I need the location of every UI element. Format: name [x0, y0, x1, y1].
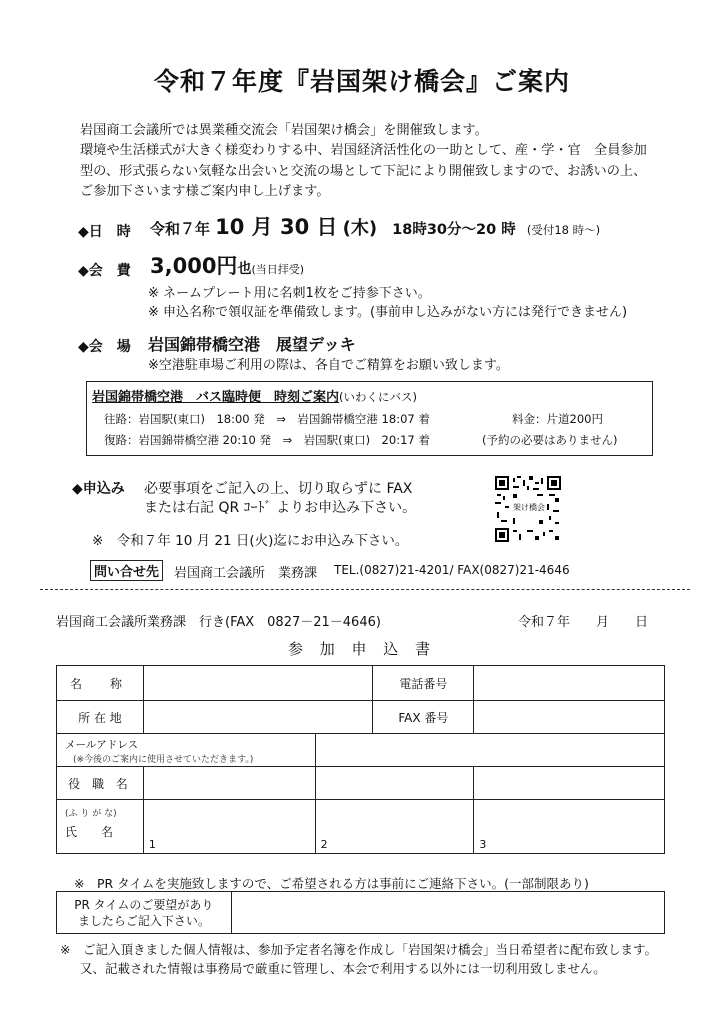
- phone-field[interactable]: [474, 666, 665, 701]
- position-field-2[interactable]: [315, 767, 474, 800]
- date-prefix: 令和７年: [150, 220, 211, 238]
- page-title: 令和７年度『岩国架け橋会』ご案内: [153, 67, 570, 96]
- fax-label: FAX 番号: [373, 701, 474, 734]
- date-main: 10 月 30 日: [215, 215, 338, 239]
- email-label: メールアドレス: [65, 739, 138, 751]
- position-field-3[interactable]: [474, 767, 665, 800]
- email-field[interactable]: [315, 734, 664, 767]
- privacy-note: ※ ご記入頂きました個人情報は、参加予定者名簿を作成し「岩国架け橋会」当日希望者に配布致します。: [60, 942, 657, 957]
- form-row-position: [57, 767, 665, 800]
- form-row-person: [57, 800, 665, 854]
- bus-outbound: 往路：岩国駅(東口) 18:00 発 ⇒ 岩国錦帯橋空港 18:07 着: [104, 412, 430, 426]
- qr-caption: 架け橋会: [513, 503, 545, 512]
- intro-line: 型の、形式張らない気軽な出会いと交流の場として下記により開催致しますので、お誘いの上、: [80, 163, 647, 179]
- pr-row: [57, 892, 665, 934]
- person-number: 3: [479, 838, 487, 851]
- position-field-1[interactable]: [143, 767, 315, 800]
- email-note: (※今後のご案内に使用させていただきます。): [73, 755, 254, 765]
- event-time: 18時30分～20 時: [392, 222, 516, 238]
- contact-box-label: 問い合せ先: [90, 560, 163, 581]
- pr-notice: ※ PR タイムを実施致しますので、ご希望される方は事前にご連絡下さい。(一部制限あり): [74, 876, 589, 891]
- intro-paragraph: [80, 121, 680, 203]
- person-number: 2: [320, 838, 328, 851]
- contact-org: 岩国商工会議所 業務課: [174, 566, 318, 581]
- date-weekday: (木): [342, 218, 378, 239]
- email-label-cell: [57, 734, 316, 767]
- person-field-3[interactable]: [474, 800, 665, 854]
- intro-line: 環境や生活様式が大きく様変わりする中、岩国経済活性化の一助として、産・学・官 全員参加: [80, 143, 647, 159]
- application-form-table: [56, 665, 665, 854]
- apply-label: ◆申込み: [72, 481, 125, 497]
- fax-field[interactable]: [474, 701, 665, 734]
- form-fax-to: 岩国商工会議所業務課 行き(FAX 0827－21－4646): [56, 615, 381, 630]
- bus-operator: (いわくにバス): [339, 390, 417, 404]
- fee-note: ※ ネームプレート用に名刺1枚をご持参下さい。: [148, 286, 431, 301]
- address-label: 所 在 地: [57, 701, 144, 734]
- cut-line: [40, 589, 690, 590]
- name-label: 名 称: [57, 666, 144, 701]
- bus-heading-text: 岩国錦帯橋空港 バス臨時便 時刻ご案内: [92, 390, 340, 405]
- fee-value: [150, 252, 304, 284]
- position-label: 役 職 名: [57, 767, 144, 800]
- address-field[interactable]: [143, 701, 373, 734]
- fee-on-day: (当日拝受): [251, 263, 305, 276]
- bus-reservation-note: (予約の必要はありません): [482, 433, 618, 447]
- fee-amount: 3,000円: [150, 254, 238, 278]
- pr-request-table: [56, 891, 665, 934]
- venue-label: ◆会 場: [78, 339, 131, 355]
- name-field[interactable]: [143, 666, 373, 701]
- pr-request-field[interactable]: [231, 892, 664, 934]
- apply-line: または右記 QR ｺｰﾄﾞ よりお申込み下さい。: [144, 500, 417, 516]
- person-number: 1: [148, 838, 156, 851]
- fee-label: ◆会 費: [78, 263, 131, 279]
- apply-deadline: ※ 令和７年 10 月 21 日(火)迄にお申込み下さい。: [92, 533, 409, 549]
- form-row-email: [57, 734, 665, 767]
- datetime-value: [150, 212, 600, 245]
- pr-label: PR タイムのご要望があり: [74, 897, 214, 912]
- intro-line: ご参加下さいます様ご案内申し上げます。: [80, 184, 330, 200]
- bus-return: 復路：岩国錦帯橋空港 20:10 発 ⇒ 岩国駅(東口) 20:17 着: [104, 433, 430, 447]
- form-row-name: [57, 666, 665, 701]
- venue-note: ※空港駐車場ご利用の際は、各自でご精算をお願い致します。: [148, 358, 509, 373]
- form-title: 参 加 申 込 書: [287, 640, 437, 658]
- bus-fare: 料金：片道200円: [512, 412, 603, 426]
- apply-line: 必要事項をご記入の上、切り取らずに FAX: [144, 481, 413, 497]
- form-date: 令和７年 月 日: [518, 615, 649, 630]
- venue-name: 岩国錦帯橋空港 展望デッキ: [148, 335, 356, 354]
- bus-heading: [92, 386, 417, 405]
- qr-code[interactable]: [495, 476, 561, 542]
- form-row-address: [57, 701, 665, 734]
- reception-time: (受付18 時～): [526, 223, 601, 237]
- contact-tel-fax: TEL.(0827)21-4201/ FAX(0827)21-4646: [334, 563, 570, 577]
- fee-note: ※ 申込名称で領収証を準備致します。(事前申し込みがない方には発行できません): [148, 305, 628, 320]
- person-field-1[interactable]: [143, 800, 315, 854]
- privacy-note: 又、記載された情報は事務局で厳重に管理し、本会で利用する以外には一切利用致しません。: [80, 961, 606, 976]
- intro-line: 岩国商工会議所では異業種交流会「岩国架け橋会」を開催致します。: [80, 123, 488, 138]
- person-field-2[interactable]: [315, 800, 474, 854]
- pr-label: ましたらご記入下さい。: [77, 913, 210, 928]
- person-label-cell: [57, 800, 144, 854]
- fee-suffix: 也: [237, 261, 252, 277]
- phone-label: 電話番号: [373, 666, 474, 701]
- furigana-label: (ふ り が な): [65, 809, 117, 819]
- person-label: 氏 名: [65, 825, 114, 839]
- pr-label-cell: [57, 892, 232, 934]
- datetime-label: ◆日 時: [78, 224, 131, 240]
